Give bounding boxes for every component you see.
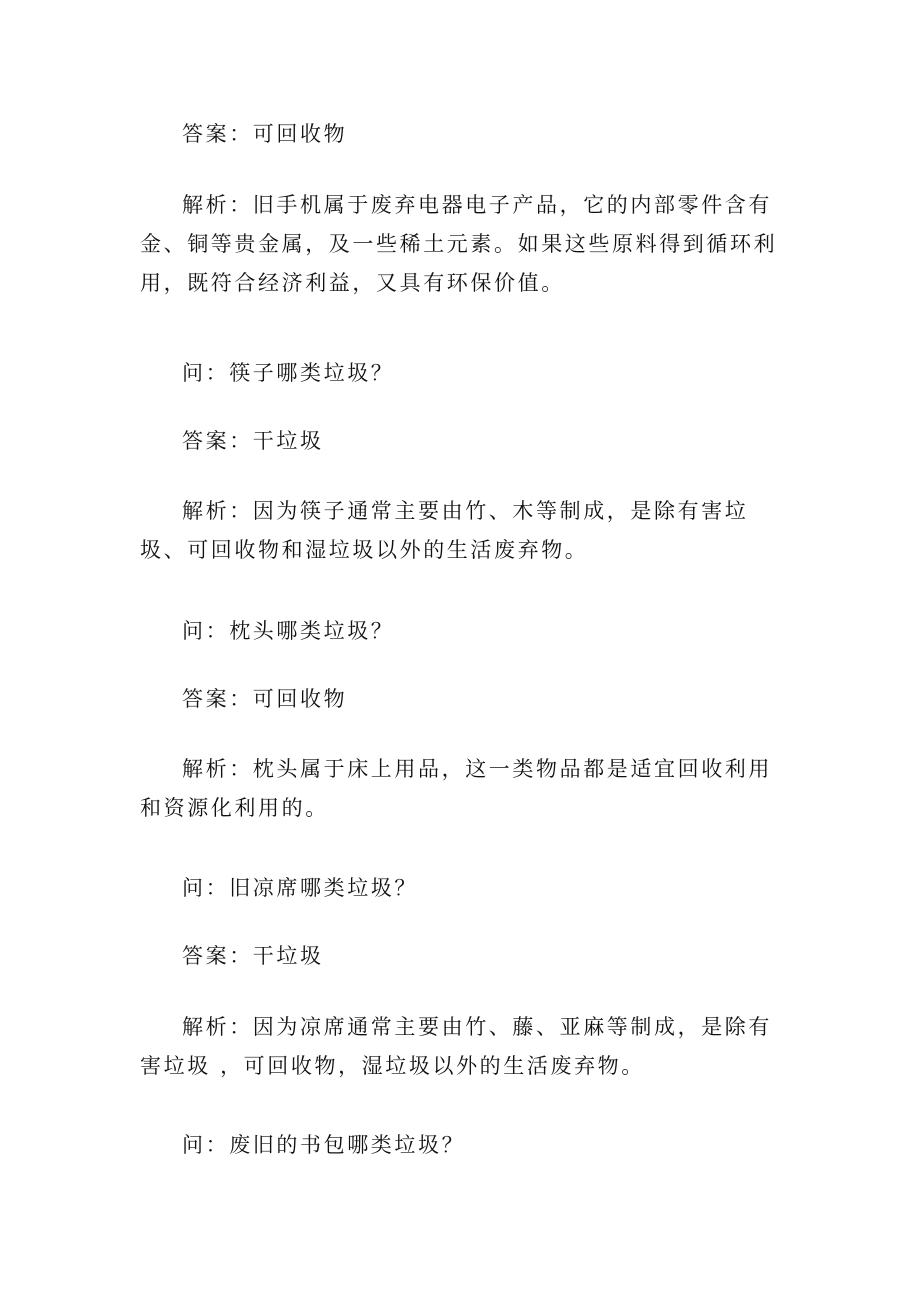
analysis-paragraph: 解析：因为凉席通常主要由竹、藤、亚麻等制成，是除有害垃圾 ，可回收物，湿垃圾以外的生活废弃物。 <box>140 1015 772 1078</box>
question-paragraph: 问：旧凉席哪类垃圾？ <box>182 876 418 900</box>
answer-paragraph: 答案：可回收物 <box>182 687 348 711</box>
analysis-paragraph: 解析：旧手机属于废弃电器电子产品，它的内部零件含有金、铜等贵金属，及一些稀土元素。如果这些原料得到循环利用，既符合经济利益，又具有环保价值。 <box>140 193 778 295</box>
answer-paragraph: 答案：干垃圾 <box>182 944 324 968</box>
analysis-paragraph: 解析：枕头属于床上用品，这一类物品都是适宜回收利用和资源化利用的。 <box>140 757 772 820</box>
answer-paragraph: 答案：可回收物 <box>182 122 348 146</box>
question-paragraph: 问：枕头哪类垃圾？ <box>182 619 395 643</box>
analysis-paragraph: 解析：因为筷子通常主要由竹、木等制成，是除有害垃圾、可回收物和湿垃圾以外的生活废弃物。 <box>140 499 749 562</box>
question-paragraph: 问：废旧的书包哪类垃圾？ <box>182 1133 466 1157</box>
answer-paragraph: 答案：干垃圾 <box>182 429 324 453</box>
question-paragraph: 问：筷子哪类垃圾？ <box>182 361 395 385</box>
